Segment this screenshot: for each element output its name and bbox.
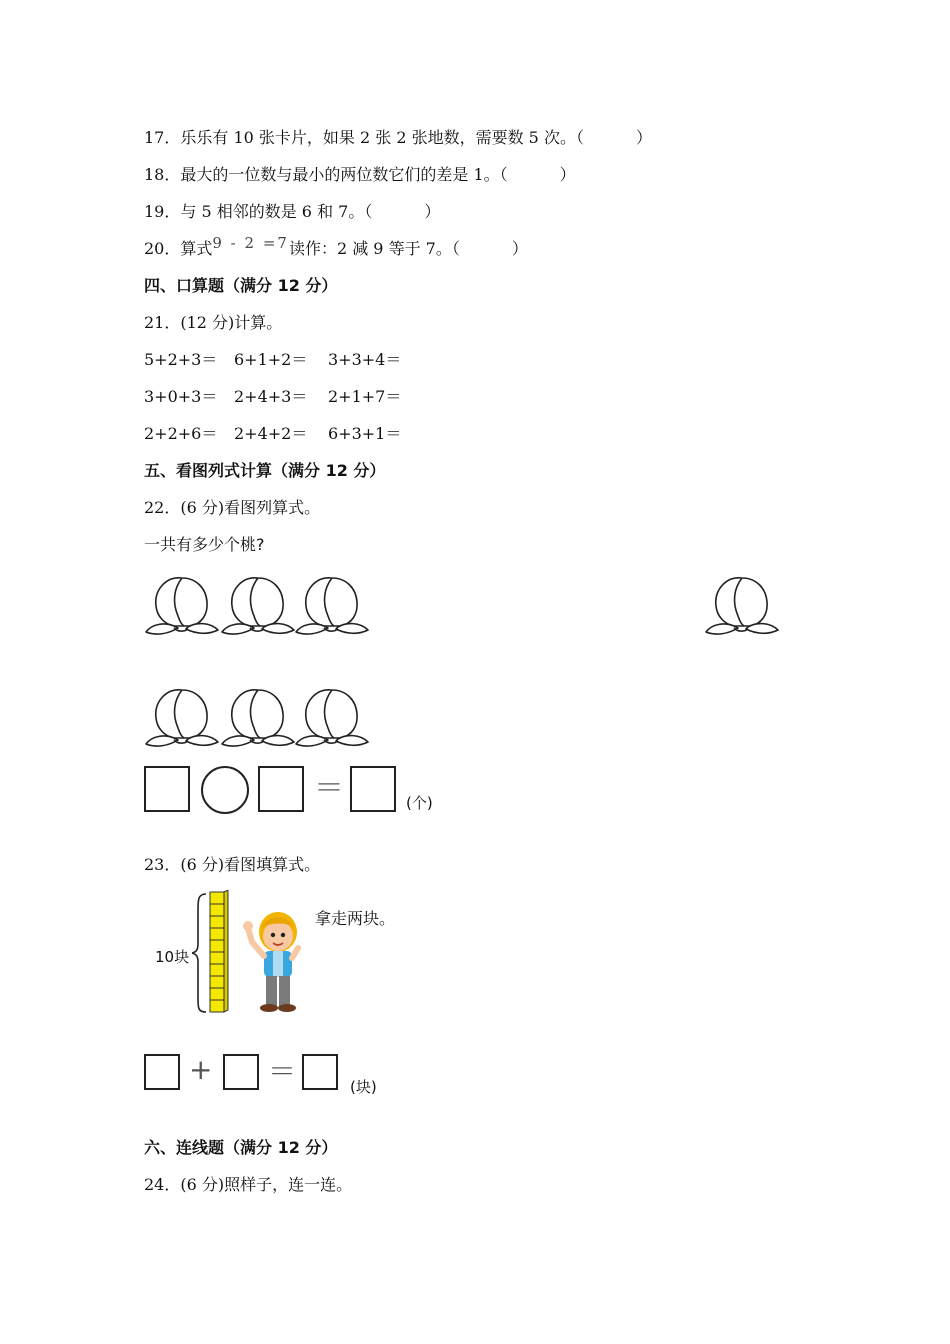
calc-row: 3+0+3＝ 2+4+3＝ 2+1+7＝ — [144, 387, 402, 406]
peach-icon — [220, 684, 296, 750]
calc-row: 5+2+3＝ 6+1+2＝ 3+3+4＝ — [144, 350, 402, 369]
boy-illustration — [242, 908, 312, 1014]
peach-icon — [294, 572, 370, 638]
answer-box[interactable] — [350, 766, 396, 812]
answer-box[interactable] — [258, 766, 304, 812]
answer-box[interactable] — [144, 766, 190, 812]
unit-label: (个) — [406, 794, 433, 812]
speech-text: 拿走两块。 — [315, 909, 396, 928]
peach-icon — [144, 572, 220, 638]
section-5-title: 五、看图列式计算（满分 12 分） — [144, 461, 386, 480]
bracket-label: 10块 — [155, 948, 190, 966]
question-23: 23．(6 分)看图填算式。 — [144, 855, 321, 874]
question-22: 22．(6 分)看图列算式。 — [144, 498, 321, 517]
question-19: 19．与 5 相邻的数是 6 和 7。（ ） — [144, 202, 441, 221]
answer-box[interactable] — [302, 1054, 338, 1090]
plus-sign: + — [189, 1053, 213, 1086]
peach-icon — [144, 684, 220, 750]
answer-box[interactable] — [223, 1054, 259, 1090]
inline-equation: 9 - 2 =7 — [212, 234, 289, 252]
calc-row: 2+2+6＝ 2+4+2＝ 6+3+1＝ — [144, 424, 402, 443]
question-18: 18．最大的一位数与最小的两位数它们的差是 1。（ ） — [144, 165, 576, 184]
peach-icon — [704, 572, 780, 638]
equals-sign: ＝ — [268, 1055, 297, 1088]
question-17: 17．乐乐有 10 张卡片，如果 2 张 2 张地数，需要数 5 次。（ ） — [144, 128, 652, 147]
unit-label: (块) — [350, 1078, 377, 1096]
cube-stack-illustration — [192, 890, 232, 1016]
equals-sign: ＝ — [314, 771, 344, 806]
section-6-title: 六、连线题（满分 12 分） — [144, 1138, 338, 1157]
question-21: 21．(12 分)计算。 — [144, 313, 283, 332]
peach-icon — [294, 684, 370, 750]
question-20: 20．算式9 - 2 =7读作：2 减 9 等于 7。（ ） — [144, 234, 528, 258]
peach-icon — [220, 572, 296, 638]
question-24: 24．(6 分)照样子，连一连。 — [144, 1175, 353, 1194]
answer-box[interactable] — [144, 1054, 180, 1090]
section-4-title: 四、口算题（满分 12 分） — [144, 276, 338, 295]
operator-circle[interactable] — [201, 766, 249, 814]
question-22-prompt: 一共有多少个桃? — [144, 535, 265, 554]
